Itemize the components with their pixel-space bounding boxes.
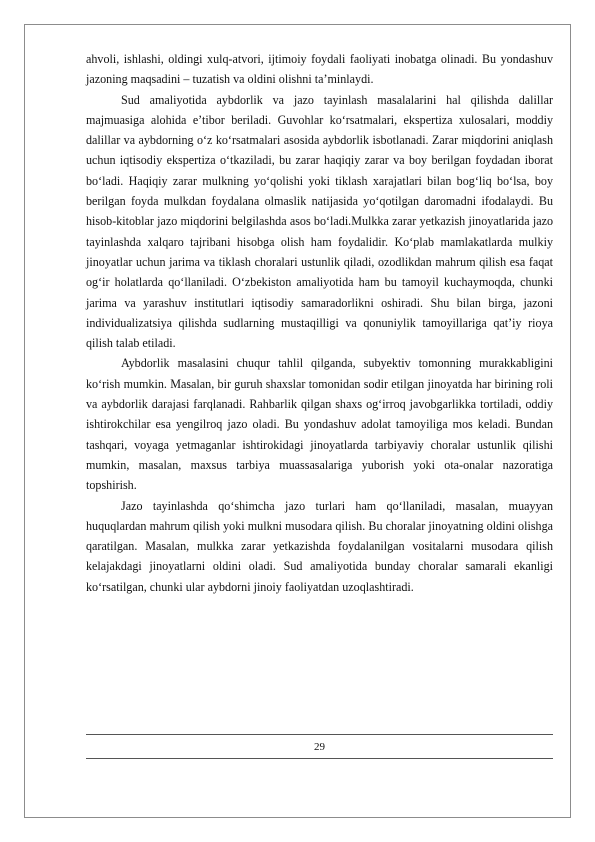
paragraph: Sud amaliyotida aybdorlik va jazo tayinlash masalalarini hal qilishda dalillar majmuasiga alohida e’tibor beriladi. Guvohlar ko‘rsatmalari, ekspertiza xulosalari, moddiy dalillar va aybdorning o‘z ko‘rsatmalari asosida aybdorlik isbotlanadi. Zarar miqdorini aniqlash uchun iqtisodiy ekspertiza o‘tkaziladi, bu zarar haqiqiy zarar va boy berilgan foydadan iborat bo‘ladi. Haqiqiy zarar mulkning yo‘qolishi yoki tiklash xarajatlari bilan bog‘liq bo‘lsa, boy berilgan foyda mulkdan foydalana olmaslik natijasida yo‘qotilgan daromadni ifodalaydi. Bu hisob-kitoblar jazo miqdorini belgilashda asos bo‘ladi.Mulkka zarar yetkazish jinoyatlarida jazo tayinlashda xalqaro tajribani hisobga olish ham foydalidir. Ko‘plab mamlakatlarda mulkiy jinoyatlar uchun jarima va tiklash choralari ustunlik qiladi, ozodlikdan mahrum qilish esa faqat og‘ir holatlarda qo‘llaniladi. O‘zbekiston amaliyotida ham bu tamoyil kuchaymoqda, chunki jarima va yarashuv institutlari iqtisodiy samaradorlikni oshiradi. Shu bilan birga, jazoni individualizatsiya qilishda sudlarning mustaqilligi va qonuniylik tamoyillariga qat’iy rioya qilish talab etiladi. [86,92,553,351]
page-number: 29 [314,741,325,753]
footer-divider-bottom [86,758,553,759]
paragraph-continuation: ahvoli, ishlashi, oldingi xulq-atvori, ijtimoiy foydali faoliyati inobatga olinadi. Bu yondashuv jazoning maqsadini – tuzatish va oldini olishni ta’minlaydi. [86,52,553,87]
paragraph: Jazo tayinlashda qo‘shimcha jazo turlari ham qo‘llaniladi, masalan, muayyan huquqlardan mahrum qilish yoki mulkni musodara qilish. Bu choralar jinoyatning oldini olishga qaratilgan. Masalan, mulkka zarar yetkazishda foydalanilgan vositalarni musodara qilish kelajakdagi jinoyatlarni oldini oladi. Sud amaliyotida bunday choralar samarali ekanligi ko‘rsatilgan, chunki ular aybdorni jinoiy faoliyatdan uzoqlashtiradi. [86,498,553,594]
footer-divider-top [86,734,553,735]
paragraph: Aybdorlik masalasini chuqur tahlil qilganda, subyektiv tomonning murakkabligini ko‘rish mumkin. Masalan, bir guruh shaxslar tomonidan sodir etilgan jinoyatda har birining roli va aybdorlik darajasi farqlanadi. Rahbarlik qilgan shaxs og‘irroq javobgarlikka tortiladi, oddiy ishtirokchilar esa yengilroq jazo oladi. Bu yondashuv adolat tamoyiliga mos keladi. Bundan tashqari, voyaga yetmaganlar ishtirokidagi jinoyatlarda tarbiyaviy choralar ustunlik qilishi mumkin, masalan, maxsus tarbiya muassasalariga yuborish yoki ota-onalar nazoratiga topshirish. [86,356,553,493]
body-text [86,49,553,597]
